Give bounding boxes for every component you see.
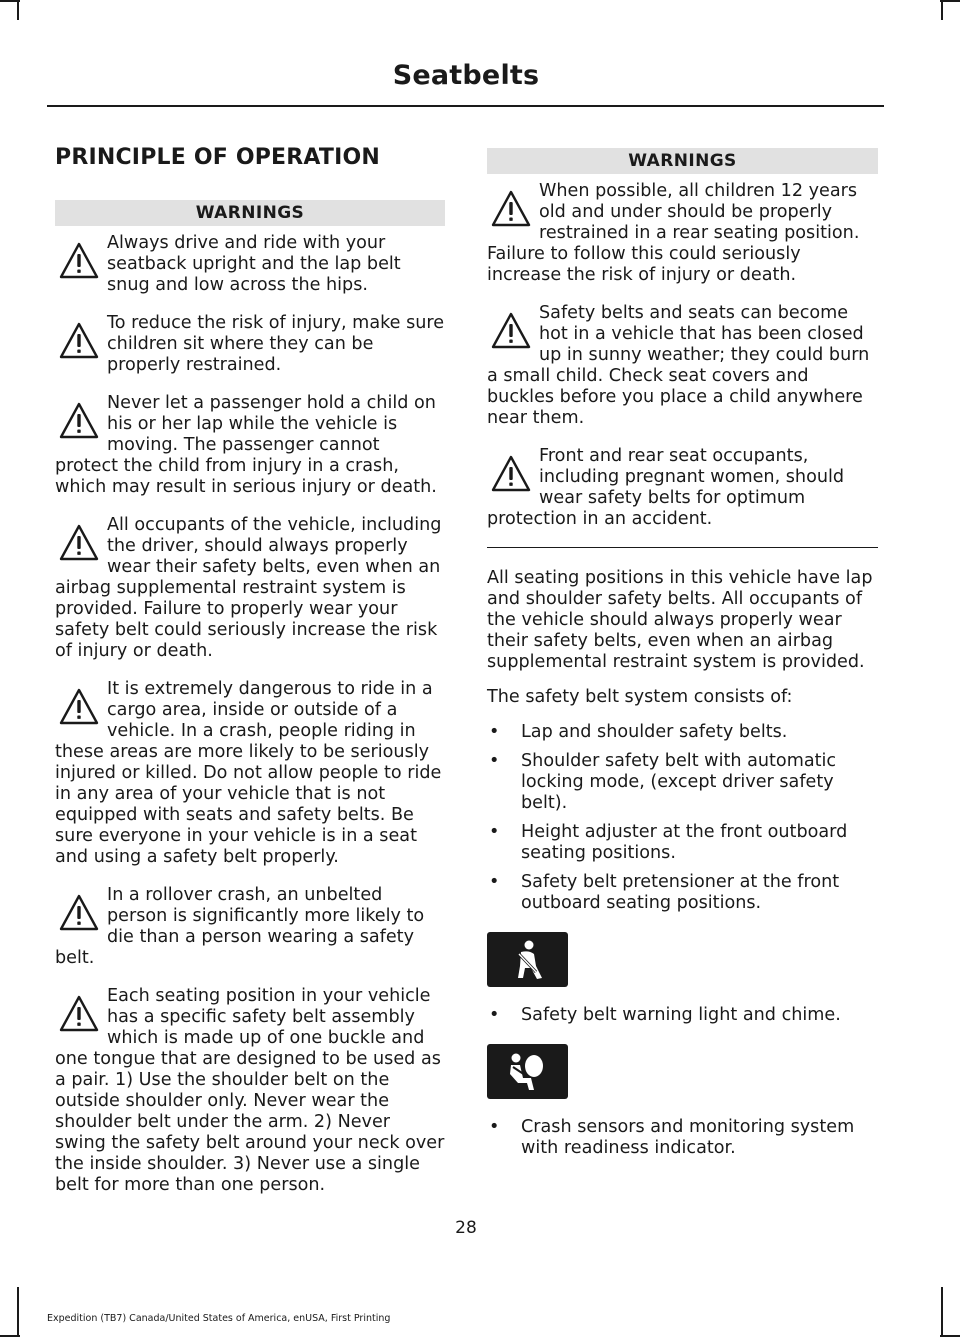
warning-triangle-icon bbox=[491, 311, 531, 351]
warning-item bbox=[55, 986, 445, 1196]
bullet-list bbox=[487, 1117, 878, 1159]
warnings-header: WARNINGS bbox=[55, 200, 445, 226]
warning-text: In a rollover crash, an unbelted person is significantly more likely to die than a person wearing a safety belt. bbox=[55, 885, 425, 968]
warning-text: It is extremely dangerous to ride in a cargo area, inside or outside of a vehicle. In a crash, people riding in these areas are more likely to be seriously injured or killed. Do not allow people to ride in any area of your vehicle that is not equipped with seats and safety belts. Be sure everyone in your vehicle is in a seat and using a safety belt properly. bbox=[55, 679, 442, 867]
warning-triangle-icon bbox=[59, 523, 99, 563]
list-item: • Shoulder safety belt with automatic locking mode, (except driver safety belt). bbox=[489, 751, 837, 813]
warning-item bbox=[487, 303, 878, 429]
warning-text: All occupants of the vehicle, including the driver, should always properly wear their safety belts, even when an airbag supplemental restraint system is provided. Failure to properly wear your safety belt could seriously increase the risk of injury or death. bbox=[55, 515, 442, 661]
warning-text: Each seating position in your vehicle has a specific safety belt assembly which is made up of one buckle and one tongue that are designed to be used as a pair. 1) Use the shoulder belt on the outside shoulder only. Never wear the shoulder belt under the arm. 2) Never swing the safety belt around your neck over the inside shoulder. 3) Never use a single belt for more than one person. bbox=[55, 986, 445, 1195]
warning-item bbox=[487, 181, 878, 286]
warnings-list bbox=[487, 181, 878, 530]
bullet-list bbox=[487, 722, 878, 914]
crop-mark bbox=[940, 0, 960, 2]
warning-text: Always drive and ride with your seatback upright and the lap belt snug and low across the hips. bbox=[107, 233, 401, 295]
warning-triangle-icon bbox=[59, 687, 99, 727]
warning-item bbox=[55, 515, 445, 662]
warning-text: To reduce the risk of injury, make sure children sit where they can be properly restrained. bbox=[107, 313, 445, 375]
section-divider bbox=[487, 547, 878, 548]
warning-text: Never let a passenger hold a child on his or her lap while the vehicle is moving. The passenger cannot protect the child from injury in a crash, which may result in serious injury or death. bbox=[55, 393, 437, 497]
warning-item bbox=[55, 233, 445, 296]
page-number: 28 bbox=[455, 1218, 477, 1238]
seatbelt-warning-lamp-icon bbox=[487, 932, 568, 987]
warning-triangle-icon bbox=[491, 454, 531, 494]
warning-triangle-icon bbox=[59, 321, 99, 361]
warning-triangle-icon bbox=[491, 189, 531, 229]
section-title: PRINCIPLE OF OPERATION bbox=[55, 145, 381, 170]
crop-mark bbox=[941, 0, 943, 20]
warnings-list bbox=[55, 233, 445, 1196]
header-rule bbox=[47, 105, 884, 107]
warning-triangle-icon bbox=[59, 241, 99, 281]
warning-triangle-icon bbox=[59, 401, 99, 441]
warning-text: Safety belts and seats can become hot in a vehicle that has been closed up in sunny weather; they could burn a small child. Check seat covers and buckles before you place a child anywhere near them. bbox=[487, 303, 870, 428]
airbag-readiness-lamp-icon bbox=[487, 1044, 568, 1099]
page-header-title: Seatbelts bbox=[392, 60, 540, 91]
warnings-header: WARNINGS bbox=[487, 148, 878, 174]
body-paragraph: The safety belt system consists of: bbox=[487, 687, 793, 707]
left-column bbox=[55, 140, 445, 1213]
list-item: • Safety belt pretensioner at the front outboard seating positions. bbox=[489, 872, 840, 913]
crop-mark bbox=[941, 1287, 943, 1337]
warning-item bbox=[55, 679, 445, 868]
list-item: • Crash sensors and monitoring system with readiness indicator. bbox=[489, 1117, 855, 1158]
crop-mark bbox=[17, 1287, 19, 1337]
warning-item bbox=[487, 446, 878, 530]
warning-item bbox=[55, 313, 445, 376]
list-item: • Safety belt warning light and chime. bbox=[489, 1005, 841, 1025]
warning-triangle-icon bbox=[59, 893, 99, 933]
warning-item bbox=[55, 393, 445, 498]
warning-text: When possible, all children 12 years old and under should be properly restrained in a rear seating position. Failure to follow this could seriously increase the risk of injury or death. bbox=[487, 181, 860, 285]
footer-text: Expedition (TB7) Canada/United States of America, enUSA, First Printing bbox=[47, 1313, 391, 1324]
warning-text: Front and rear seat occupants, including pregnant women, should wear safety belts for optimum protection in an accident. bbox=[487, 446, 845, 529]
warning-triangle-icon bbox=[59, 994, 99, 1034]
body-paragraph: All seating positions in this vehicle have lap and shoulder safety belts. All occupants of the vehicle should always properly wear their safety belts, even when an airbag supplemental restraint system is provided. bbox=[487, 568, 873, 672]
list-item: • Height adjuster at the front outboard seating positions. bbox=[489, 822, 848, 863]
crop-mark bbox=[17, 0, 19, 20]
bullet-list bbox=[487, 1005, 878, 1026]
list-item: • Lap and shoulder safety belts. bbox=[489, 722, 788, 742]
warning-item bbox=[55, 885, 445, 969]
right-column bbox=[487, 148, 878, 1167]
